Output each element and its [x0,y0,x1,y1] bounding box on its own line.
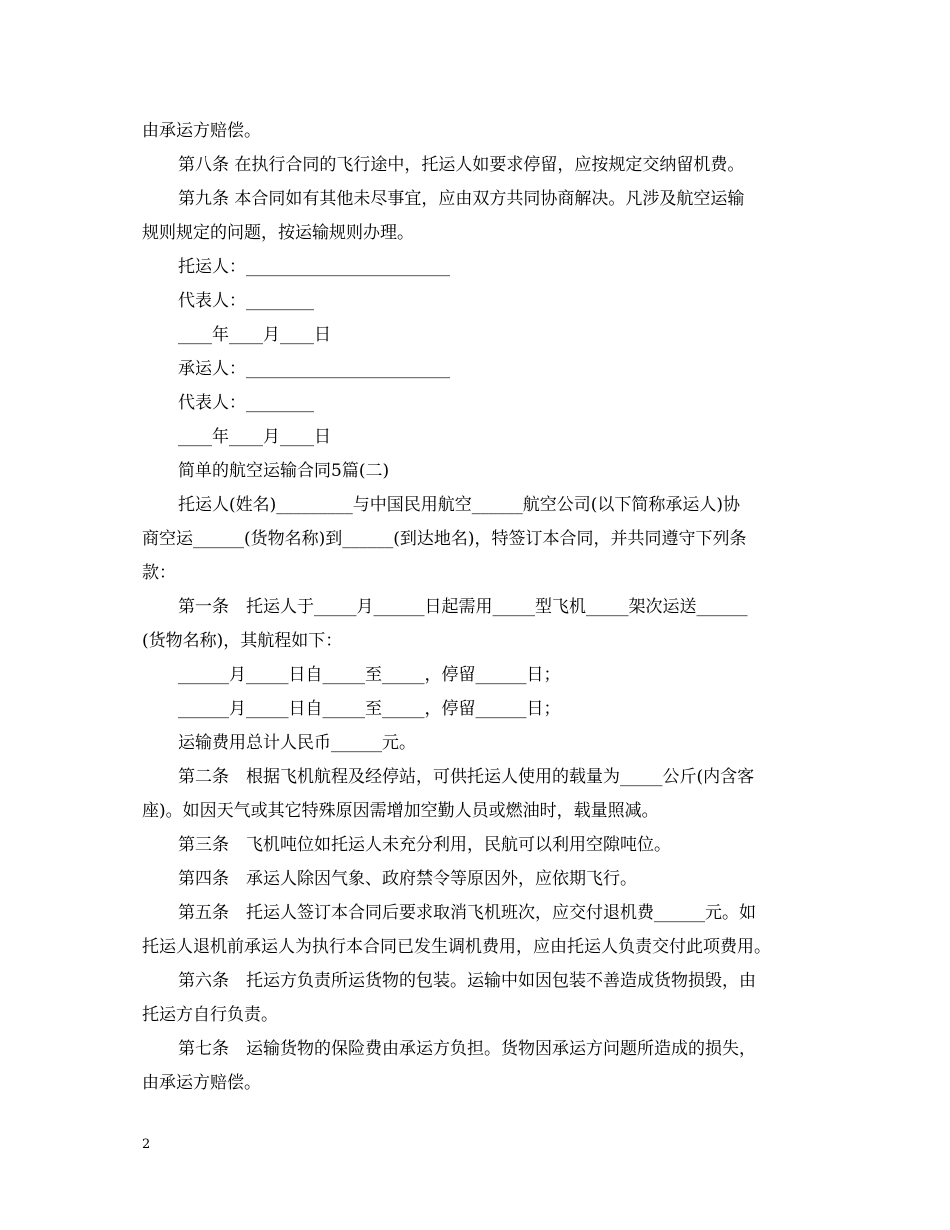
text-line: 代表人：________ [178,393,314,413]
text-line: 第四条 承运人除因气象、政府禁令等原因外，应依期飞行。 [178,869,637,889]
text-line: 规则规定的问题，按运输规则办理。 [142,223,414,243]
text-line: 第三条 飞机吨位如托运人未充分利用，民航可以利用空隙吨位。 [178,835,671,855]
text-line: 由承运方赔偿。 [142,121,261,141]
page-number: 2 [142,1137,151,1152]
text-line: 托运方自行负责。 [142,1005,278,1025]
text-line: 承运人：________________________ [178,359,450,379]
text-line: ______月_____日自_____至_____，停留______日； [178,665,561,685]
text-line: 第一条 托运人于_____月______日起需用_____型飞机_____架次运送______ [178,597,748,617]
text-line: 第五条 托运人签订本合同后要求取消飞机班次，应交付退机费______元。如 [178,903,756,923]
text-line: 托运人(姓名)_________与中国民用航空______航空公司(以下简称承运人)协 [178,495,741,515]
text-line: 托运人退机前承运人为执行本合同已发生调机费用，应由托运人负责交付此项费用。 [142,937,771,957]
text-line: 运输费用总计人民币______元。 [178,733,416,753]
text-line: 托运人：________________________ [178,257,450,277]
document-body [142,114,822,1100]
text-line: 第七条 运输货物的保险费由承运方负担。货物因承运方问题所造成的损失， [178,1039,756,1059]
text-line: 座)。如因天气或其它特殊原因需增加空勤人员或燃油时，载量照减。 [142,801,659,821]
text-line: ____年____月____日 [178,325,331,345]
text-line: ____年____月____日 [178,427,331,447]
text-line: 代表人：________ [178,291,314,311]
text-line: 款： [142,563,176,583]
text-line: 简单的航空运输合同5篇(二) [178,461,390,481]
text-line: 商空运______(货物名称)到______(到达地名)，特签订本合同，并共同遵守下列条 [142,529,747,549]
text-line: (货物名称)，其航程如下： [142,631,343,651]
text-line: 第六条 托运方负责所运货物的包装。运输中如因包装不善造成货物损毁，由 [178,971,756,991]
text-line: 由承运方赔偿。 [142,1073,261,1093]
text-line: 第八条 在执行合同的飞行途中，托运人如要求停留，应按规定交纳留机费。 [178,155,745,175]
text-line: 第九条 本合同如有其他未尽事宜，应由双方共同协商解决。凡涉及航空运输 [178,189,745,209]
text-line: 第二条 根据飞机航程及经停站，可供托运人使用的载量为_____公斤(内含客 [178,767,755,787]
text-line: ______月_____日自_____至_____，停留______日； [178,699,561,719]
